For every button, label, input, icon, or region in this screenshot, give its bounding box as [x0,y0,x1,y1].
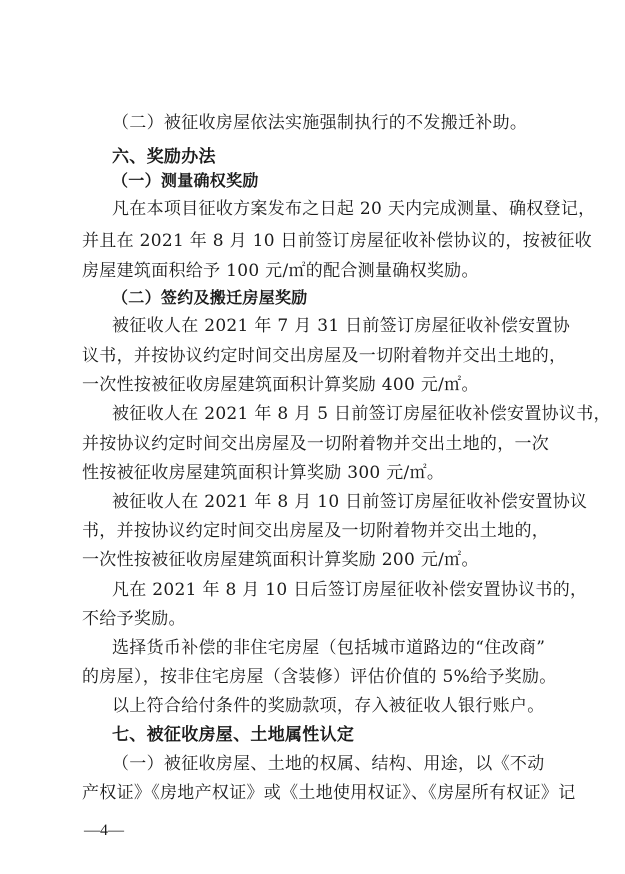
paragraph-line-9: 并按协议约定时间交出房屋及一切附着物并交出土地的，一次 [82,434,550,454]
paragraph-line-6: 议书，并按协议约定时间交出房屋及一切附着物并交出土地的， [82,346,567,366]
page-number: —4— [84,822,124,839]
paragraph-line-16: 选择货币补偿的非住宅房屋（包括城市道路边的“住改商” [112,638,546,658]
subheading-measurement-reward: （一）测量确权奖励 [112,171,259,190]
paragraph-line-11: 被征收人在 2021 年 8 月 10 日前签订房屋征收补偿安置协议 [112,492,588,512]
paragraph-line-8: 被征收人在 2021 年 8 月 5 日前签订房屋征收补偿安置协议书， [112,404,611,424]
paragraph-line-1: （二）被征收房屋依法实施强制执行的不发搬迁补助。 [112,113,528,133]
paragraph-line-19: （一）被征收房屋、土地的权属、结构、用途，以《不动 [112,754,545,774]
paragraph-line-15: 不给予奖励。 [82,609,186,629]
paragraph-line-5: 被征收人在 2021 年 7 月 31 日前签订房屋征收补偿安置协 [112,316,571,336]
paragraph-line-14: 凡在 2021 年 8 月 10 日后签订房屋征收补偿安置协议书的， [112,580,588,600]
paragraph-line-20: 产权证》《房地产权证》或《土地使用权证》、《房屋所有权证》记 [82,783,576,803]
paragraph-line-17: 的房屋），按非住宅房屋（含装修）评估价值的 5%给予奖励。 [82,667,557,687]
section-heading-7: 七、被征收房屋、土地属性认定 [112,725,355,745]
section-heading-6: 六、奖励办法 [112,147,216,167]
subheading-signing-reward: （二）签约及搬迁房屋奖励 [112,288,308,307]
paragraph-line-12: 书，并按协议约定时间交出房屋及一切附着物并交出土地的， [82,521,550,541]
paragraph-line-18: 以上符合给付条件的奖励款项，存入被征收人银行账户。 [112,696,545,716]
paragraph-line-10: 性按被征收房屋建筑面积计算奖励 300 元/㎡。 [82,463,445,483]
paragraph-line-13: 一次性按被征收房屋建筑面积计算奖励 200 元/㎡。 [82,550,479,570]
paragraph-line-3: 并且在 2021 年 8 月 10 日前签订房屋征收补偿协议的，按被征收 [82,231,592,251]
paragraph-line-7: 一次性按被征收房屋建筑面积计算奖励 400 元/㎡。 [82,375,479,395]
paragraph-line-2: 凡在本项目征收方案发布之日起 20 天内完成测量、确权登记， [112,199,596,219]
paragraph-line-4: 房屋建筑面积给予 100 元/㎡的配合测量确权奖励。 [82,261,479,281]
